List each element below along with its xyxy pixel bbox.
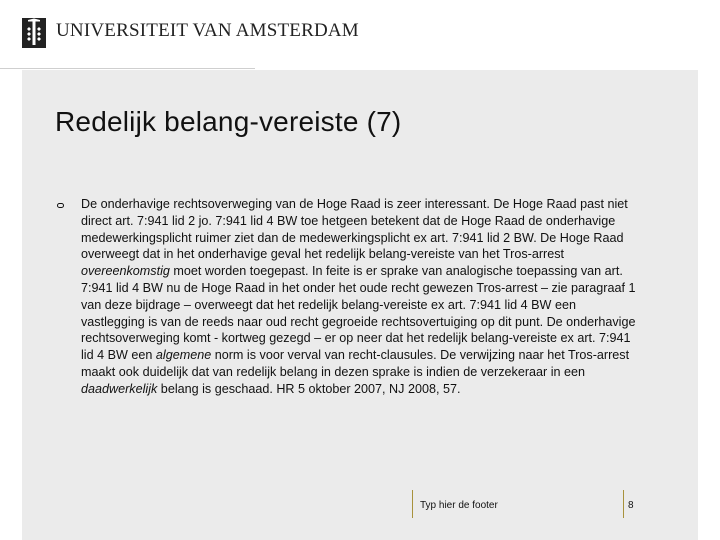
body-text-part-3: norm is voor verval van recht-clausules. De verwijzing naar het Tros-arrest maakt ook duidelijk dat van redelijk belang in dezen sprake is indien de verzekeraar in een <box>81 348 630 379</box>
footer-right-divider <box>623 490 624 518</box>
body-text-part-2: moet worden toegepast. In feite is er sprake van analogische toepassing van art. 7:941 lid 4 BW nu de Hoge Raad in het onder het oude recht gewezen Tros-arrest – zie paragraaf 1 van deze bijdrage – overweegt dat het redelijk belang-vereiste ex art. 7:941 lid 4 BW een vastlegging is van de reeds naar oud recht gegroeide rechtsovertuiging op dit punt. De onderhavige rechtsoverweging komt - kortweg gezegd – er op neer dat het redelijk belang-vereiste ex art. 7:941 lid 4 BW een <box>81 264 636 363</box>
body-text-part-4: belang is geschaad. HR 5 oktober 2007, NJ 2008, 57. <box>157 381 461 396</box>
body-emphasis-algemene: algemene <box>155 348 212 363</box>
slide-panel <box>22 70 698 540</box>
header-divider <box>0 68 255 69</box>
body-emphasis-daadwerkelijk: daadwerkelijk <box>81 381 158 396</box>
header-bar <box>0 0 720 70</box>
footer-left-divider <box>412 490 413 518</box>
footer-text: Typ hier de footer <box>420 500 498 511</box>
page-number: 8 <box>628 500 634 511</box>
body-text-part-1: De onderhavige rechtsoverweging van de Hoge Raad is zeer interessant. De Hoge Raad past niet direct art. 7:941 lid 2 jo. 7:941 lid 4 BW toe hetgeen betekent dat de Hoge Raad de onderhavige medewerkingsplicht ruimer ziet dan de medewerkingsplicht ex art. 7:941 lid 2 BW. De Hoge Raad overweegt dat in het onderhavige geval het redelijk belang-vereiste van het Tros-arrest <box>81 197 628 262</box>
slide-title: Redelijk belang-vereiste (7) <box>55 106 402 137</box>
body-emphasis-overeenkomstig: overeenkomstig <box>81 264 170 279</box>
slide-body-text <box>81 196 641 398</box>
bullet-ring-icon <box>57 203 64 208</box>
uva-crest-icon <box>22 18 46 48</box>
university-name: UNIVERSITEIT VAN AMSTERDAM <box>56 20 359 41</box>
